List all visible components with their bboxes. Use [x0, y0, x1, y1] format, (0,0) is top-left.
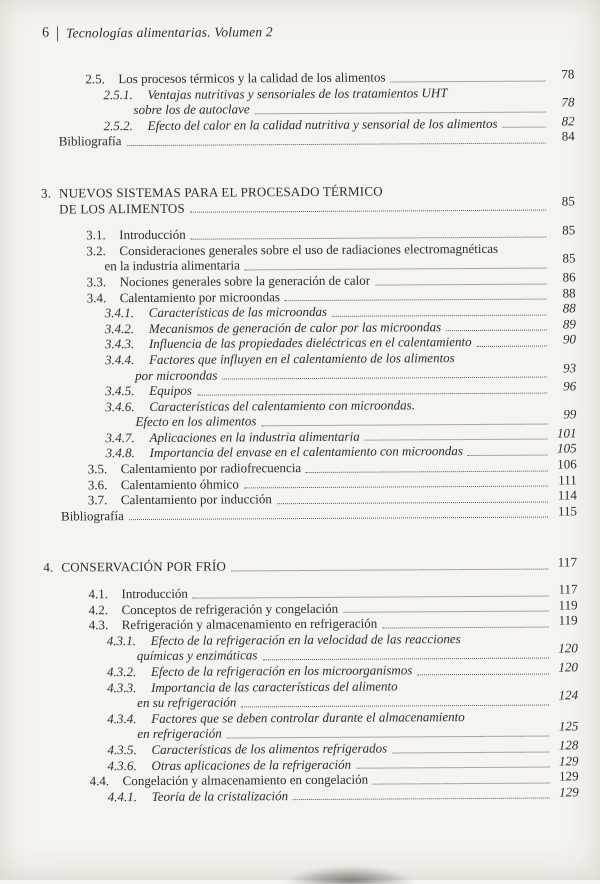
dot-leader	[127, 143, 546, 147]
entry-number: 3.6.	[87, 476, 108, 493]
entry-number: 4.3.6.	[107, 757, 137, 773]
entry-page-number: 111	[558, 472, 577, 488]
entry-number: 3.4.4.	[105, 351, 135, 368]
entry-title: Ventajas nutritivas y sensoriales de los tratamientos UHT	[147, 84, 448, 102]
entry-title: Características de los alimentos refrigerados	[151, 740, 388, 757]
entry-title: Introducción	[119, 226, 186, 243]
entry-title: Bibliografía	[60, 507, 124, 524]
dot-leader	[193, 595, 549, 598]
dot-leader	[332, 314, 547, 316]
dot-leader	[197, 392, 547, 395]
entry-page-number: 101	[556, 425, 577, 441]
entry-page-number: 117	[558, 581, 578, 597]
dot-leader	[231, 569, 548, 572]
dot-leader	[285, 299, 547, 302]
entry-title: sobre los de autoclave	[133, 101, 250, 118]
entry-page-number: 85	[561, 192, 576, 209]
entry-page-number: 85	[562, 250, 576, 266]
dot-leader	[129, 517, 548, 521]
entry-title: Refrigeración y almacenamiento en refrigeración	[121, 615, 378, 633]
entry-page-number: 117	[557, 554, 578, 570]
entry-number: 3.4.8.	[105, 445, 135, 461]
entry-title: Calentamiento por radiofrecuencia	[120, 460, 302, 477]
header-page-number: 6	[42, 25, 50, 41]
dot-leader	[262, 658, 548, 661]
toc-entry	[40, 84, 574, 118]
dot-leader	[391, 80, 546, 82]
entry-title: Calentamiento por microondas	[119, 288, 281, 305]
toc-entry	[44, 708, 578, 742]
entry-title: Consideraciones generales sobre el uso de radiaciones electromagnéticas	[119, 240, 499, 258]
entry-title: en su refrigeración	[137, 694, 237, 711]
toc-entry	[43, 554, 578, 576]
entry-number: 3.2.	[86, 242, 106, 259]
entry-page-number: 124	[558, 687, 579, 703]
header-book-title: Tecnologías alimentarias. Volumen 2	[66, 24, 273, 41]
toc-entry	[41, 128, 575, 150]
entry-page-number: 129	[558, 752, 579, 769]
entry-number: 4.3.3.	[107, 679, 137, 695]
entry-title: Importancia del envase en el calentamiento con microondas	[149, 443, 463, 461]
toc-entry-line	[108, 786, 579, 804]
entry-title: Factores que se deben controlar durante el almacenamiento	[151, 708, 465, 726]
entry-page-number: 85	[562, 222, 576, 238]
entry-number: 4.	[43, 559, 54, 576]
entry-number: 4.3.4.	[107, 710, 137, 727]
toc-entry	[42, 349, 576, 383]
entry-page-number: 96	[563, 378, 577, 394]
dot-leader	[191, 236, 547, 239]
entry-title: Características del calentamiento con microondas.	[149, 397, 415, 414]
dot-leader	[477, 345, 547, 346]
entry-page-number: 129	[559, 768, 579, 784]
entry-title: Nociones generales sobre la generación de calor	[119, 272, 371, 290]
dot-leader	[375, 283, 547, 285]
entry-number: 3.4.	[86, 289, 107, 305]
dot-leader	[227, 736, 550, 739]
toc-entry	[41, 182, 575, 216]
page-content	[40, 22, 579, 805]
entry-number: 2.5.1.	[103, 86, 133, 102]
dot-leader	[241, 704, 549, 707]
dot-leader	[306, 470, 548, 472]
entry-page-number: 114	[557, 487, 577, 503]
entry-number: 3.	[40, 185, 52, 201]
entry-title: Introducción	[121, 585, 188, 602]
dot-leader	[356, 767, 549, 769]
entry-number: 3.1.	[86, 227, 106, 243]
dot-leader	[222, 377, 547, 380]
dot-leader	[190, 210, 546, 213]
entry-title: Mecanismos de generación de calor por las microondas	[148, 318, 442, 336]
entry-number: 4.1.	[88, 586, 109, 602]
dot-leader	[277, 501, 548, 504]
toc-entry	[44, 677, 578, 711]
entry-title: Otras aplicaciones de la refrigeración	[151, 756, 352, 773]
entry-page-number: 89	[562, 316, 576, 332]
toc-entry	[41, 240, 575, 274]
entry-page-number: 120	[558, 659, 578, 675]
dot-leader	[373, 782, 550, 784]
entry-title: Importancia de las características del alimento	[151, 678, 398, 695]
entry-number: 3.4.7.	[105, 429, 135, 446]
entry-title: Aplicaciones en la industria alimentaria	[149, 428, 360, 445]
entry-page-number: 88	[562, 300, 576, 316]
dot-leader	[365, 439, 548, 441]
entry-number: 3.4.1.	[104, 305, 135, 321]
entry-title: Conceptos de refrigeración y congelación	[121, 600, 339, 617]
toc-entry-line	[58, 128, 575, 150]
entry-title: Efecto de la refrigeración en los microorganismos	[150, 662, 413, 679]
entry-number: 2.5.	[85, 71, 105, 87]
toc-entry	[41, 115, 575, 134]
entry-title: Efecto de la refrigeración en la velocidad de las reacciones	[150, 630, 461, 648]
entry-page-number: 105	[557, 440, 577, 456]
entry-title: Efecto del calor en la calidad nutritiva y sensorial de los alimentos	[147, 115, 498, 133]
running-header	[42, 22, 574, 41]
entry-page-number: 119	[558, 612, 578, 628]
entry-number: 4.3.1.	[106, 632, 137, 649]
dot-leader	[503, 127, 546, 128]
entry-page-number: 128	[558, 737, 579, 753]
entry-page-number: 115	[557, 503, 578, 519]
entry-title: químicas y enzimáticas	[136, 647, 258, 664]
dot-leader	[293, 798, 550, 801]
entry-title: Calentamiento por inducción	[120, 491, 272, 508]
entry-title: Bibliografía	[58, 133, 122, 149]
entry-page-number: 125	[558, 718, 579, 734]
dot-leader	[343, 611, 548, 613]
entry-title: Factores que influyen en el calentamiento de los alimentos	[148, 350, 455, 367]
entry-title: Calentamiento óhmico	[120, 476, 239, 492]
entry-title: Influencia de las propiedades dieléctricas en el calentamiento	[148, 334, 472, 352]
entry-page-number: 106	[557, 456, 577, 472]
entry-page-number: 78	[561, 66, 575, 82]
entry-title: Equipos	[149, 382, 192, 399]
entry-page-number: 90	[562, 331, 576, 347]
entry-number: 2.5.2.	[103, 117, 133, 134]
entry-number: 4.4.	[89, 773, 110, 789]
entry-page-number: 120	[558, 640, 578, 656]
entry-page-number: 84	[561, 128, 575, 144]
header-divider-rule	[57, 26, 58, 41]
entry-page-number: 78	[561, 94, 575, 110]
toc-entry	[45, 786, 579, 805]
entry-title: Los procesos térmicos y la calidad de los alimentos	[118, 69, 386, 87]
entry-number: 3.3.	[86, 274, 107, 290]
entry-number: 4.3.5.	[107, 742, 137, 758]
entry-page-number: 88	[562, 284, 576, 300]
entry-number: 3.7.	[87, 492, 108, 508]
entry-page-number: 82	[561, 113, 575, 129]
dot-leader	[255, 111, 546, 114]
entry-number: 3.4.5.	[105, 383, 135, 399]
entry-page-number: 93	[563, 359, 577, 375]
entry-page-number: 119	[558, 596, 578, 613]
entry-page-number: 99	[563, 406, 577, 422]
toc-entry	[42, 396, 576, 430]
toc-entry-line	[61, 505, 577, 524]
toc-entry	[44, 630, 578, 664]
dot-leader	[382, 626, 548, 628]
entry-title: DE LOS ALIMENTOS	[59, 200, 185, 217]
dot-leader	[392, 751, 549, 753]
entry-title: CONSERVACIÓN POR FRÍO	[61, 558, 227, 575]
entry-number: 4.2.	[88, 601, 109, 617]
entry-title: en refrigeración	[137, 725, 222, 742]
dot-leader	[468, 455, 548, 456]
entry-number: 3.4.3.	[104, 336, 135, 352]
entry-number: 3.4.6.	[105, 398, 135, 414]
entry-title: por microondas	[135, 367, 218, 383]
toc-entry	[43, 505, 577, 524]
entry-number: 3.5.	[87, 461, 108, 477]
entry-page-number: 86	[562, 269, 576, 285]
dot-leader	[261, 423, 547, 426]
dot-leader	[446, 330, 547, 332]
entry-page-number: 129	[559, 784, 579, 800]
dot-leader	[244, 486, 548, 489]
toc-entry-line	[43, 554, 578, 576]
entry-number: 3.4.2.	[104, 320, 135, 336]
dot-leader	[417, 673, 549, 675]
dot-leader	[245, 267, 547, 270]
entry-title: Teoría de la cristalización	[151, 787, 289, 804]
entry-number: 4.3.	[88, 617, 109, 633]
entry-title: Congelación y almacenamiento en congelación	[122, 771, 369, 789]
table-of-contents	[40, 68, 578, 805]
entry-title: NUEVOS SISTEMAS PARA EL PROCESADO TÉRMICO	[58, 183, 383, 201]
entry-number: 4.3.2.	[106, 664, 137, 680]
entry-title: Características de las microondas	[148, 304, 328, 321]
entry-number: 4.4.1.	[107, 788, 138, 804]
entry-title: Efecto en los alimentos	[135, 413, 257, 430]
entry-title: en la industria alimentaria	[104, 257, 240, 274]
